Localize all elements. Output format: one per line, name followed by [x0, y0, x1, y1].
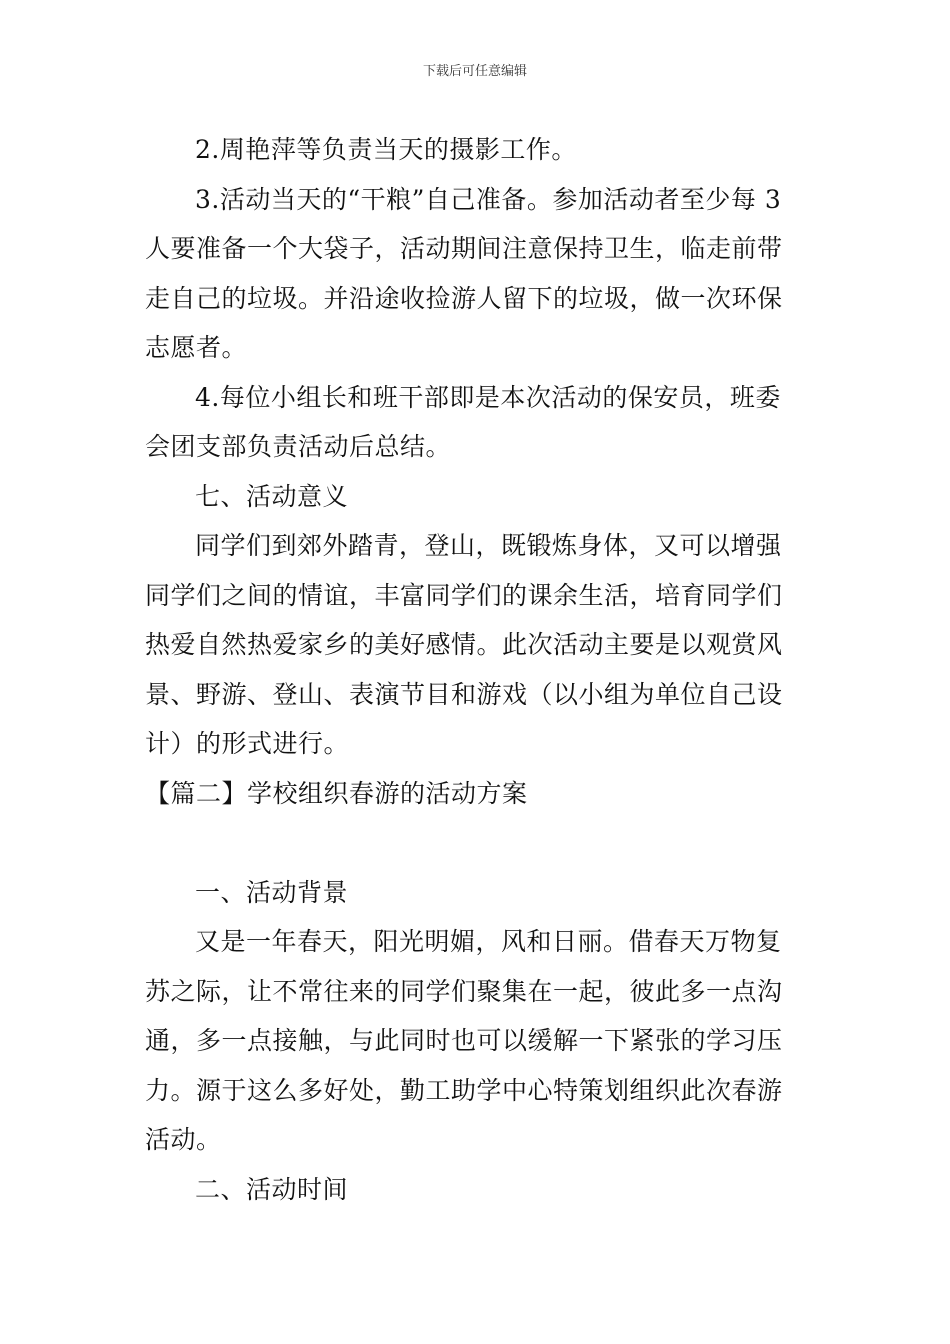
document-body	[145, 125, 807, 1214]
text-line: 计）的形式进行。	[145, 729, 350, 758]
paragraph-significance	[145, 521, 807, 769]
section-title: 【篇二】学校组织春游的活动方案	[145, 778, 528, 808]
text-line: 志愿者。	[145, 333, 248, 362]
paragraph-photography: 2.周艳萍等负责当天的摄影工作。	[195, 135, 577, 164]
heading-background: 一、活动背景	[195, 877, 349, 907]
text-line: 活动。	[145, 1125, 222, 1154]
text-line: 会团支部负责活动后总结。	[145, 432, 452, 461]
text-line: 走自己的垃圾。并沿途收捡游人留下的垃圾，做一次环保	[145, 283, 783, 313]
text-line: 同学们之间的情谊，丰富同学们的课余生活，培育同学们	[145, 580, 783, 610]
heading-activity-time: 二、活动时间	[195, 1174, 349, 1204]
blank-line	[145, 818, 807, 868]
paragraph-security	[145, 373, 807, 472]
paragraph-background	[145, 917, 807, 1165]
paragraph-food-and-hygiene	[145, 175, 807, 373]
text-line: 景、野游、登山、表演节目和游戏（以小组为单位自己设	[145, 679, 783, 709]
heading-activity-significance: 七、活动意义	[195, 481, 349, 511]
page-header: 下载后可任意编辑	[422, 64, 527, 79]
text-line: 同学们到郊外踏青，登山，既锻炼身体，又可以增强	[195, 531, 782, 560]
text-line: 4.每位小组长和班干部即是本次活动的保安员，班委	[195, 382, 781, 412]
text-line: 苏之际，让不常往来的同学们聚集在一起，彼此多一点沟	[145, 976, 783, 1006]
text-line: 3.活动当天的“干粮”自己准备。参加活动者至少每 3	[195, 184, 782, 214]
text-line: 人要准备一个大袋子，活动期间注意保持卫生，临走前带	[145, 234, 783, 263]
text-line: 又是一年春天，阳光明媚，风和日丽。借春天万物复	[195, 927, 782, 956]
text-line: 通，多一点接触，与此同时也可以缓解一下紧张的学习压	[145, 1026, 783, 1055]
text-line: 力。源于这么多好处，勤工助学中心特策划组织此次春游	[145, 1075, 783, 1105]
text-line: 热爱自然热爱家乡的美好感情。此次活动主要是以观赏风	[145, 630, 783, 659]
